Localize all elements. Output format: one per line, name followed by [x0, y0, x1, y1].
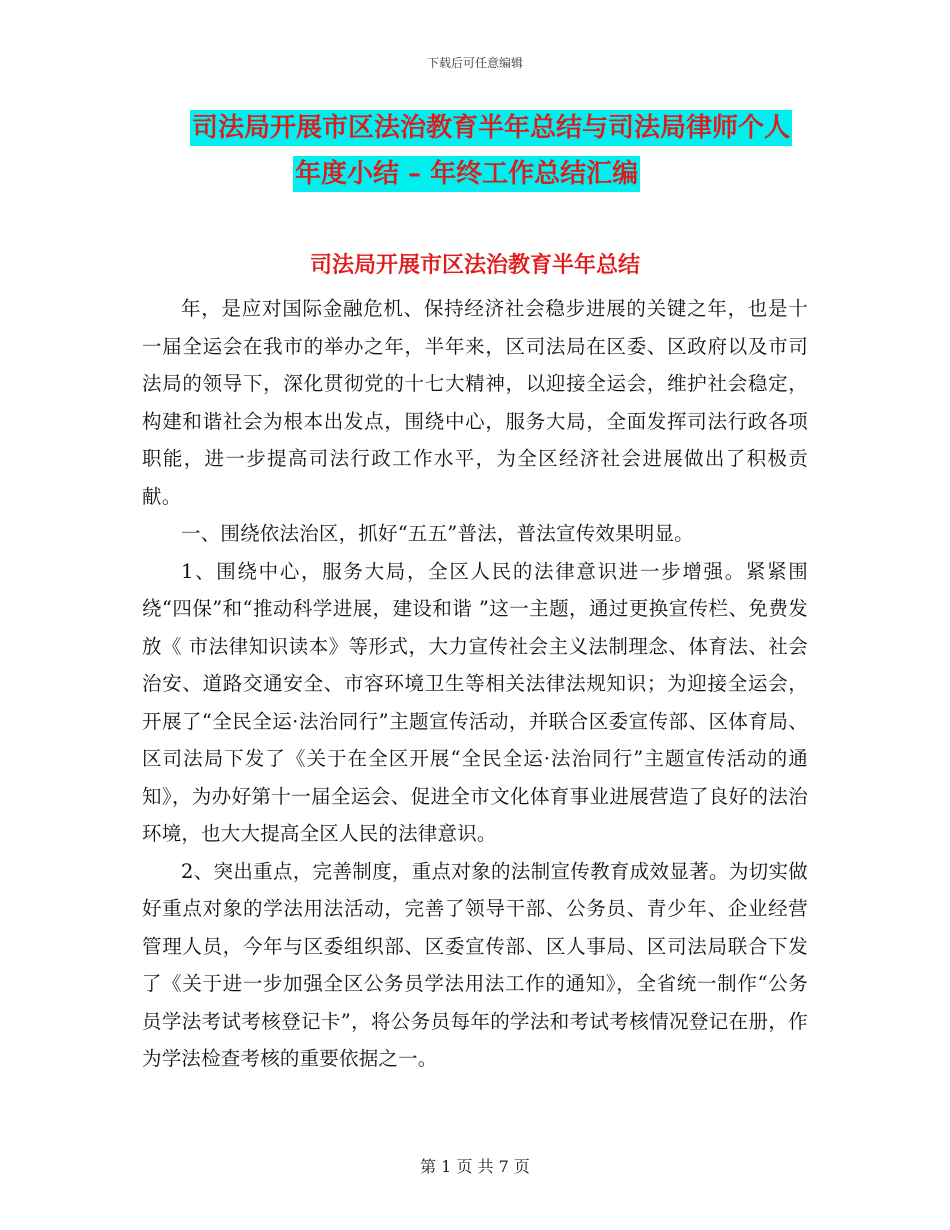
paragraph: 一、围绕依法治区，抓好“五五”普法，普法宣传效果明显。	[181, 522, 694, 545]
section-title: 司法局开展市区法治教育半年总结	[309, 252, 640, 278]
document-body	[142, 290, 808, 1078]
main-title-text-1: 司法局开展市区法治教育半年总结与司法局律师个人	[190, 110, 792, 146]
paragraph: 2、突出重点，完善制度，重点对象的法制宣传教育成效显著。为切实做好重点对象的学法用法活动，完善了领导干部、公务员、青少年、企业经营管理人员，今年与区委组织部、区委宣传部、区人事局、区司法局联合下发了《关于进一步加强全区公务员学法用法工作的通知》，全省统一制作“公务员学法考试考核登记卡”，将公务员每年的学法和考试考核情况登记在册，作为学法检查考核的重要依据之一。	[142, 859, 808, 1070]
page-footer: 第 1 页 共 7 页	[420, 1157, 530, 1176]
paragraph: 1、围绕中心，服务大局，全区人民的法律意识进一步增强。紧紧围绕“四保”和“推动科学进展，建设和谐 ”这一主题，通过更换宣传栏、免费发放《 市法律知识读本》等形式，大力宣传社会主义法制理念、体育法、社会治安、道路交通安全、市容环境卫生等相关法律法规知识；为迎接全运会，开展了“全民全运·法治同行”主题宣传活动，并联合区委宣传部、区体育局、区司法局下发了《关于在全区开展“全民全运·法治同行”主题宣传活动的通知》，为办好第十一届全运会、促进全市文化体育事业进展营造了良好的法治环境，也大大提高全区人民的法律意识。	[142, 559, 808, 845]
main-title-text-2: 年度小结 – 年终工作总结汇编	[293, 156, 640, 192]
paragraph: 年，是应对国际金融危机、保持经济社会稳步进展的关键之年，也是十一届全运会在我市的举办之年，半年来，区司法局在区委、区政府以及市司法局的领导下，深化贯彻党的十七大精神，以迎接全运会，维护社会稳定，构建和谐社会为根本出发点，围绕中心，服务大局，全面发挥司法行政各项职能，进一步提高司法行政工作水平，为全区经济社会进展做出了积极贡献。	[142, 297, 808, 508]
main-title-line-1	[190, 110, 810, 146]
header-note: 下载后可任意编辑	[426, 56, 523, 70]
main-title-line-2	[293, 156, 913, 192]
